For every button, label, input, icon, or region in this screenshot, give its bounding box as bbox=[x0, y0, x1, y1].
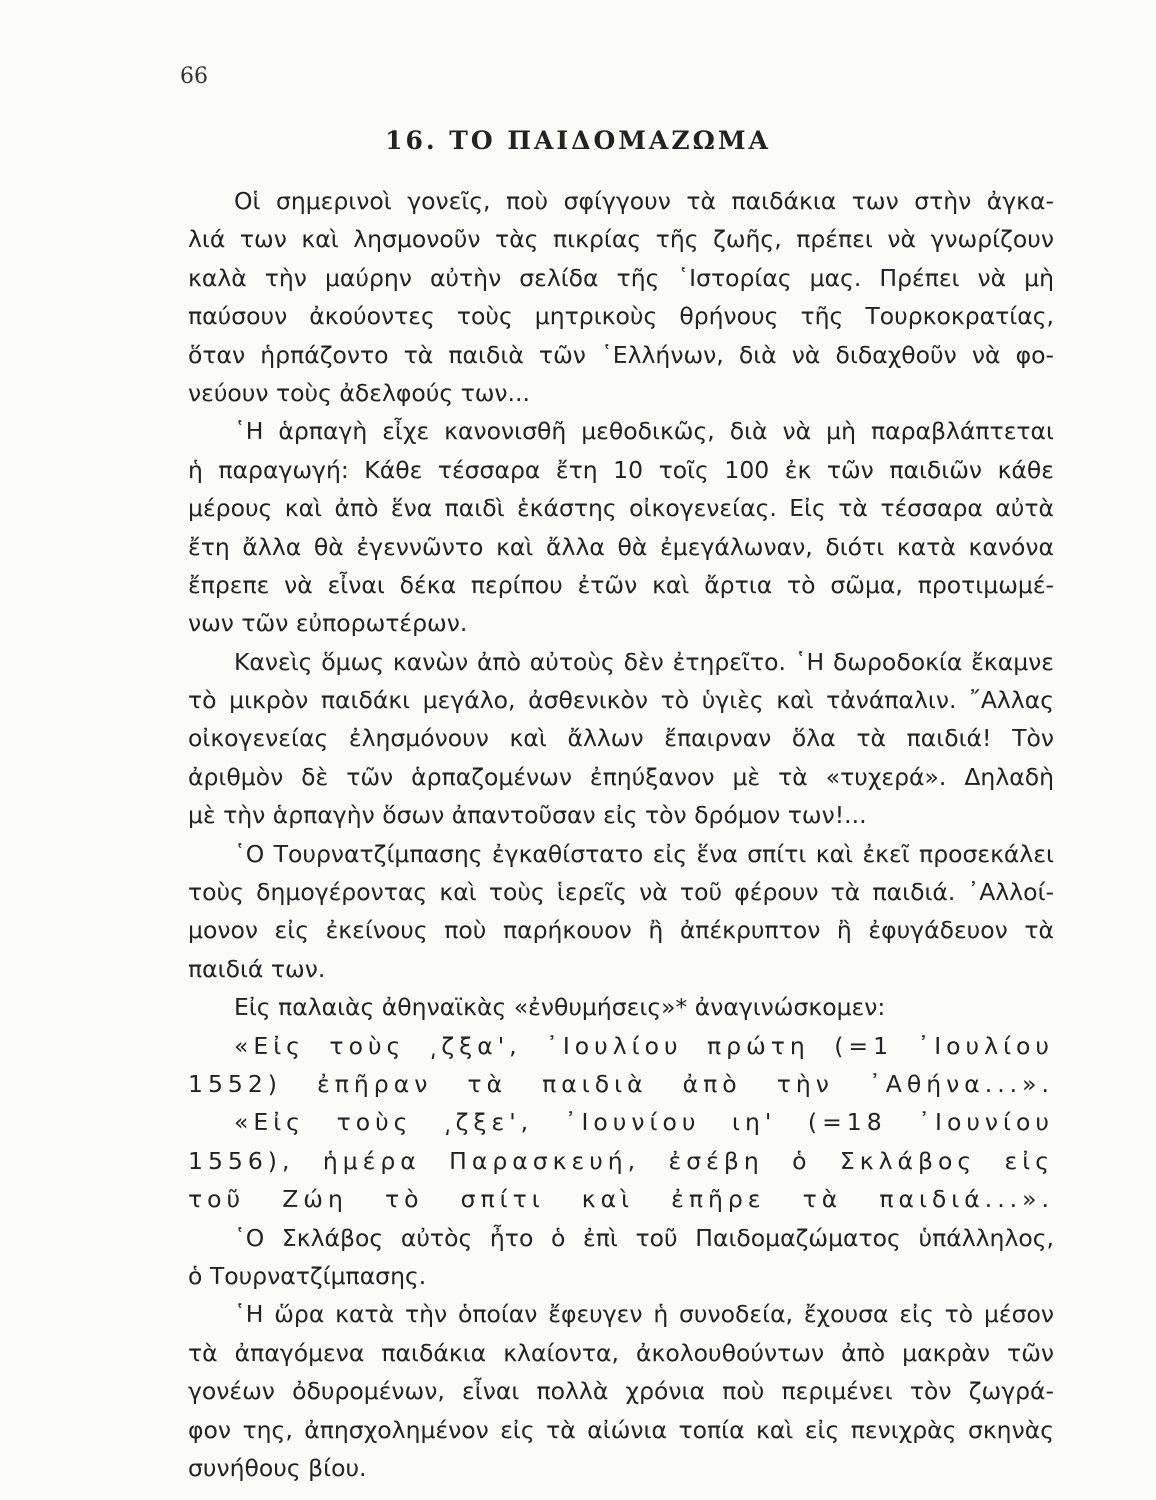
text-line: ἔπρεπε νὰ εἶναι δέκα περίπου ἐτῶν καὶ ἄρτια τὸ σῶμα, προτιμωμέ- bbox=[188, 570, 1054, 599]
text-line: ὅταν ἡρπάζοντο τὰ παιδιὰ τῶν ῾Ελλήνων, διὰ νὰ διδαχθοῦν νὰ φο- bbox=[188, 340, 1054, 369]
text-line: οἰκογενείας ἐλησμόνουν καὶ ἄλλων ἔπαιρναν ὅλα τὰ παιδιά! Τὸν bbox=[188, 724, 1054, 753]
text-line: παιδιά των. bbox=[188, 954, 326, 983]
text-line: τοῦ Ζώη τὸ σπίτι καὶ ἐπῆρε τὰ παιδιά...». bbox=[188, 1185, 1054, 1214]
text-line: Εἰς παλαιὰς ἀθηναϊκὰς «ἐνθυμήσεις»* ἀναγινώσκομεν: bbox=[234, 993, 886, 1022]
text-line: Οἱ σημερινοὶ γονεῖς, ποὺ σφίγγουν τὰ παιδάκια των στὴν ἀγκα- bbox=[234, 187, 1054, 215]
page-number: 66 bbox=[180, 64, 208, 89]
text-line: τοὺς δημογέροντας καὶ τοὺς ἱερεῖς νὰ τοῦ φέρουν τὰ παιδιά. ᾿Αλλοί- bbox=[188, 878, 1054, 907]
text-line: «Εἰς τοὺς ͵ζξα', ᾿Ιουλίου πρώτη (=1 ᾿Ιουλίου bbox=[234, 1031, 1054, 1060]
text-line: 1556), ἡμέρα Παρασκευή, ἐσέβη ὁ Σκλάβος εἰς bbox=[188, 1146, 1054, 1175]
text-line: νεύουν τοὺς ἀδελφούς των... bbox=[188, 378, 530, 407]
text-line: μέρους καὶ ἀπὸ ἕνα παιδὶ ἑκάστης οἰκογενείας. Εἰς τὰ τέσσαρα αὐτὰ bbox=[188, 494, 1054, 523]
text-line: λιά των καὶ λησμονοῦν τὰς πικρίας τῆς ζωῆς, πρέπει νὰ γνωρίζουν bbox=[188, 225, 1054, 254]
text-line: 1552) ἐπῆραν τὰ παιδιὰ ἀπὸ τὴν ᾿Αθήνα...». bbox=[188, 1069, 1054, 1098]
chapter-title: 16. ΤΟ ΠΑΙΔΟΜΑΖΩΜΑ bbox=[385, 126, 771, 155]
text-line: ὁ Τουρνατζίμπασης. bbox=[188, 1261, 427, 1290]
text-line: τὰ ἀπαγόμενα παιδάκια κλαίοντα, ἀκολουθούντων ἀπὸ μακρὰν τῶν bbox=[188, 1338, 1054, 1367]
text-line: τὸ μικρὸν παιδάκι μεγάλο, ἀσθενικὸν τὸ ὑγιὲς καὶ τἀνάπαλιν. ῎Αλλας bbox=[188, 686, 1054, 715]
text-line: παύσουν ἀκούοντες τοὺς μητρικοὺς θρήνους τῆς Τουρκοκρατίας, bbox=[188, 302, 1054, 331]
text-line: καλὰ τὴν μαύρην αὐτὴν σελίδα τῆς ῾Ιστορίας μας. Πρέπει νὰ μὴ bbox=[188, 263, 1054, 292]
text-line: «Εἰς τοὺς ͵ζξε', ᾿Ιουνίου ιη' (=18 ᾿Ιουνίου bbox=[234, 1108, 1054, 1137]
text-line: συνήθους βίου. bbox=[188, 1453, 367, 1482]
text-line: Κανεὶς ὅμως κανὼν ἀπὸ αὐτοὺς δὲν ἐτηρεῖτο. ῾Η δωροδοκία ἔκαμνε bbox=[234, 647, 1054, 676]
text-line: ῾Η ἁρπαγὴ εἶχε κανονισθῆ μεθοδικῶς, διὰ νὰ μὴ παραβλάπτεται bbox=[234, 417, 1054, 446]
text-line: ῾Ο Σκλάβος αὐτὸς ἦτο ὁ ἐπὶ τοῦ Παιδομαζώματος ὑπάλληλος, bbox=[234, 1223, 1054, 1252]
text-line: μονον εἰς ἐκείνους ποὺ παρήκουον ἢ ἀπέκρυπτον ἢ ἐφυγάδευον τὰ bbox=[188, 916, 1054, 945]
text-line: μὲ τὴν ἁρπαγὴν ὅσων ἀπαντοῦσαν εἰς τὸν δρόμον των!... bbox=[188, 801, 867, 830]
text-line: φον της, ἀπησχολημένον εἰς τὰ αἰώνια τοπία καὶ εἰς πενιχρὰς σκηνὰς bbox=[188, 1415, 1054, 1444]
text-line: νων τῶν εὐπορωτέρων. bbox=[188, 609, 468, 638]
text-line: ἀριθμὸν δὲ τῶν ἁρπαζομένων ἐπηύξανον μὲ τὰ «τυχερά». Δηλαδὴ bbox=[188, 762, 1054, 791]
text-line: ῾Η ὥρα κατὰ τὴν ὁποίαν ἔφευγεν ἡ συνοδεία, ἔχουσα εἰς τὸ μέσον bbox=[234, 1300, 1054, 1329]
text-line: ἡ παραγωγή: Κάθε τέσσαρα ἔτη 10 τοῖς 100 ἐκ τῶν παιδιῶν κάθε bbox=[188, 455, 1054, 484]
text-line: ῾Ο Τουρνατζίμπασης ἐγκαθίστατο εἰς ἕνα σπίτι καὶ ἐκεῖ προσεκάλει bbox=[234, 839, 1054, 868]
body-text bbox=[188, 182, 1054, 1487]
text-line: ἔτη ἄλλα θὰ ἐγεννῶντο καὶ ἄλλα θὰ ἐμεγάλωναν, διότι κατὰ κανόνα bbox=[188, 532, 1054, 561]
text-line: γονέων ὀδυρομένων, εἶναι πολλὰ χρόνια ποὺ περιμένει τὸν ζωγρά- bbox=[188, 1377, 1054, 1406]
